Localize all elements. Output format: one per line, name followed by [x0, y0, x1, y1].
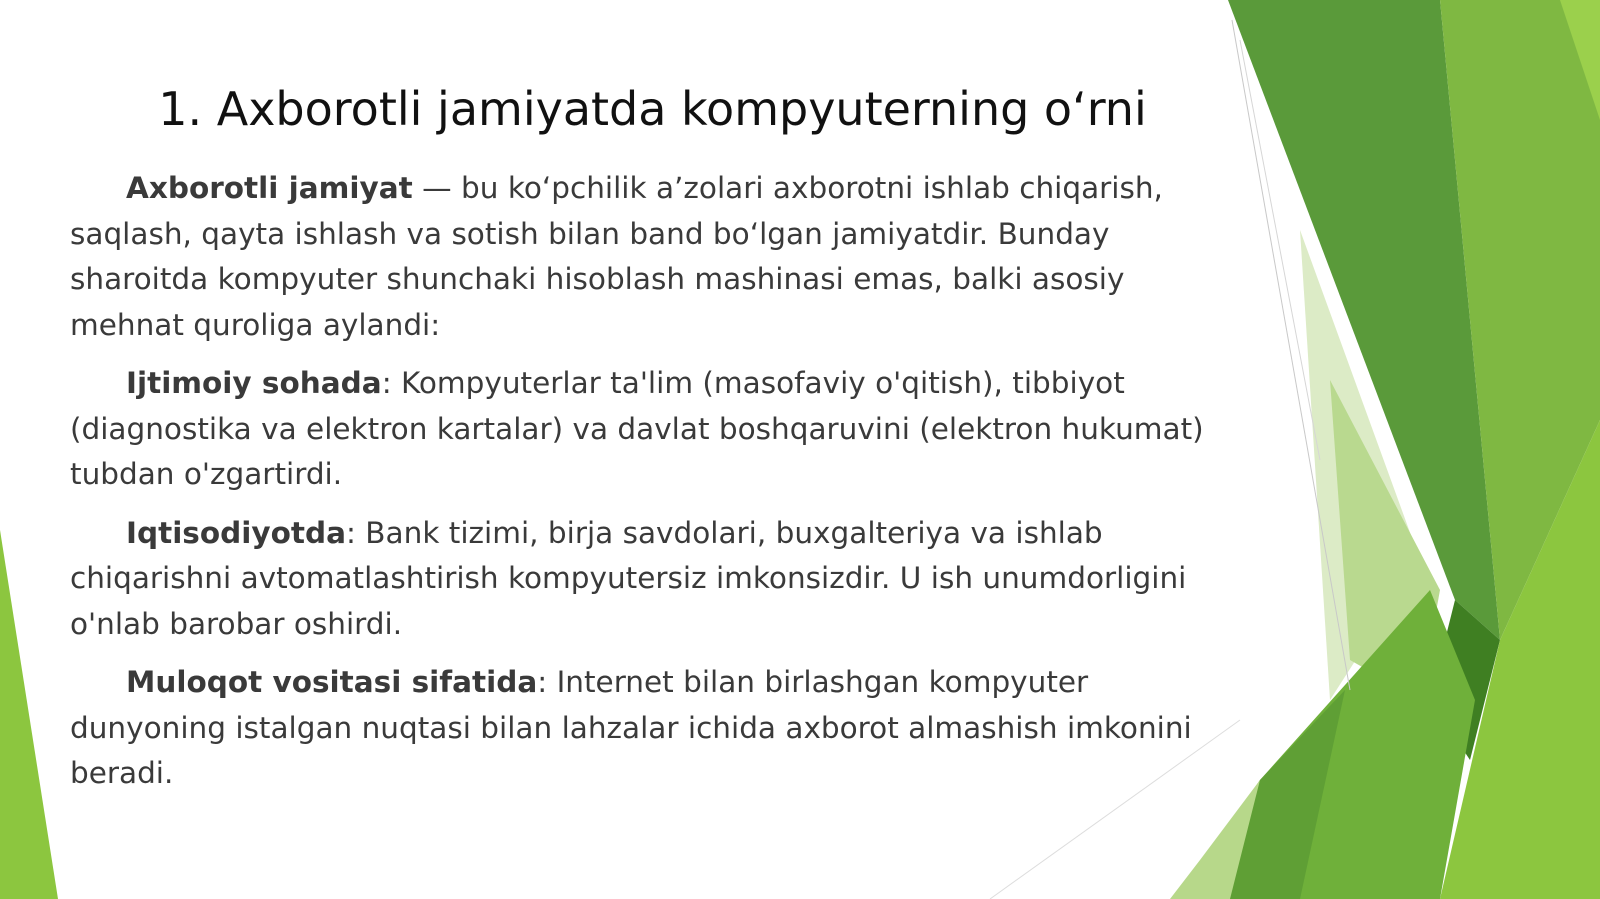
- paragraph-term: Iqtisodiyotda: [126, 515, 346, 550]
- paragraph-term: Axborotli jamiyat: [126, 171, 413, 205]
- paragraph-iqtisodiyotda: [70, 511, 1220, 648]
- paragraph-term: Ijtimoiy sohada: [126, 366, 382, 400]
- paragraph-ijtimoiy-sohada: [70, 361, 1220, 498]
- paragraph-term: Muloqot vositasi sifatida: [126, 665, 538, 699]
- left-green-sliver: [0, 530, 58, 899]
- paragraph-text: — bu koʻpchilik aʼzolari axborotni ishlab chiqarish, saqlash, qayta ishlash va sotish bilan band boʻlgan jamiyatdir. Bunday sharoitda kompyuter shunchaki hisoblash mashinasi emas, balki asosiy mehnat quroliga aylandi:: [70, 171, 1163, 342]
- slide-title: 1. Axborotli jamiyatda kompyuterning oʻrni: [158, 82, 1147, 136]
- slide-body: [70, 166, 1220, 810]
- paragraph-muloqot-vositasi: [70, 660, 1220, 797]
- paragraph-text: : Bank tizimi, birja savdolari, buxgalteriya va ishlab chiqarishni avtomatlashtirish kompyutersiz imkonsizdir. U ish unumdorligini o'nlab barobar oshirdi.: [70, 515, 1187, 641]
- paragraph-text: : Kompyuterlar ta'lim (masofaviy o'qitish), tibbiyot (diagnostika va elektron kartalar) va davlat boshqaruvini (elektron hukumat) tubdan o'zgartirdi.: [70, 366, 1204, 491]
- paragraph-axborotli-jamiyat: [70, 166, 1220, 348]
- paragraph-text: : Internet bilan birlashgan kompyuter dunyoning istalgan nuqtasi bilan lahzalar ichida axborot almashish imkonini beradi.: [70, 665, 1192, 790]
